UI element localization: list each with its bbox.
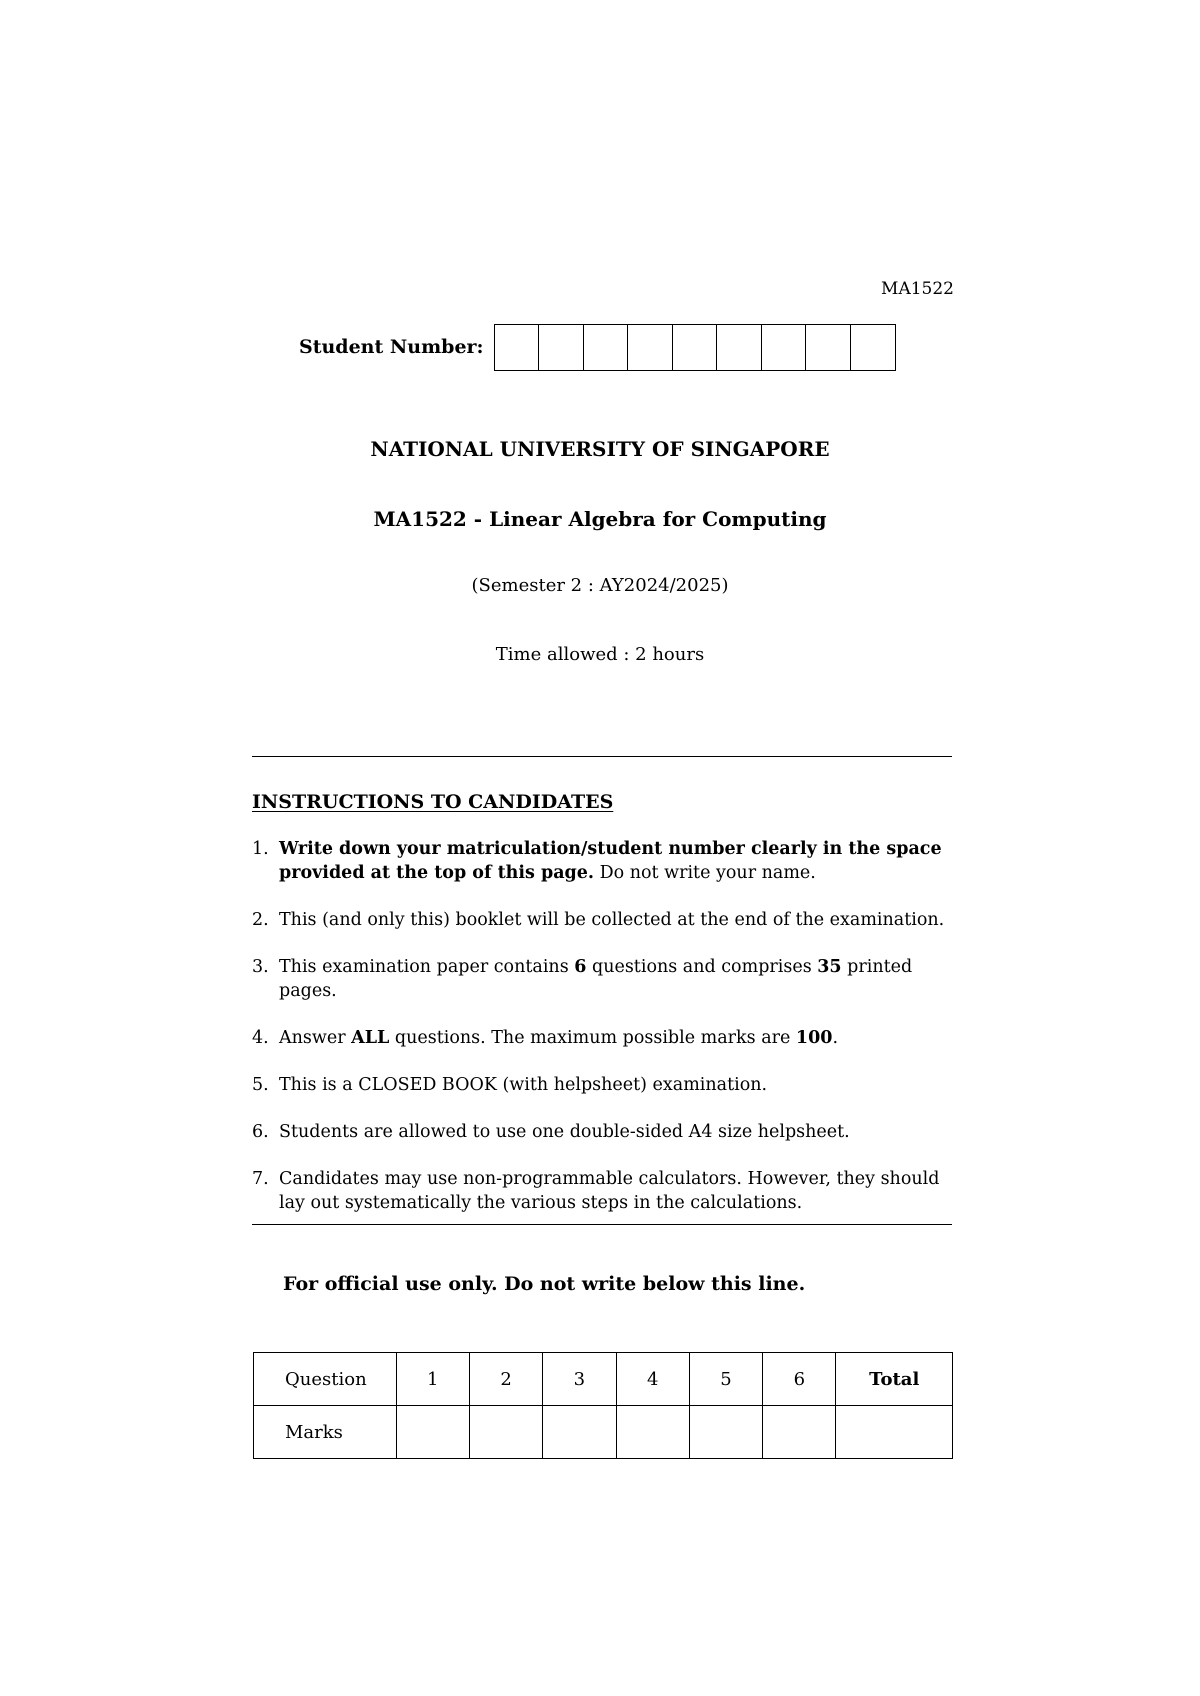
instruction-text: Students are allowed to use one double-sided A4 size helpsheet.: [279, 1122, 850, 1142]
instruction-item: [252, 1073, 954, 1097]
student-number-box[interactable]: [717, 325, 762, 370]
marks-table: [253, 1352, 953, 1459]
instruction-number: 6.: [252, 1122, 269, 1142]
question-number-cell: 4: [616, 1353, 689, 1406]
instruction-text-part: .: [832, 1028, 839, 1048]
instruction-text-part: printed pages.: [279, 957, 913, 1001]
instruction-text: [279, 837, 954, 885]
student-number-box[interactable]: [673, 325, 718, 370]
table-row: [254, 1406, 953, 1459]
instruction-text-part: questions. The maximum possible marks are: [389, 1028, 796, 1048]
student-number-box[interactable]: [584, 325, 629, 370]
time-allowed: Time allowed : 2 hours: [495, 644, 705, 665]
student-number-label: Student Number:: [299, 336, 484, 358]
total-header-cell: Total: [836, 1353, 953, 1406]
instruction-item: [252, 955, 954, 1003]
official-use-note: For official use only. Do not write below this line.: [283, 1273, 806, 1295]
instruction-item: [252, 1120, 954, 1144]
instruction-text-part: Answer: [279, 1028, 352, 1048]
instruction-text-part: This examination paper contains: [279, 957, 575, 977]
marks-row-label: Marks: [254, 1406, 397, 1459]
instruction-item: [252, 837, 954, 885]
instruction-number: 1.: [252, 839, 269, 859]
instruction-number: 4.: [252, 1028, 269, 1048]
student-number-row: [299, 323, 896, 371]
instructions-list: [252, 837, 954, 1238]
instruction-item: [252, 908, 954, 932]
instruction-text: [279, 1026, 954, 1050]
instruction-text-part: questions and comprises: [586, 957, 818, 977]
course-code: MA1522: [881, 279, 954, 299]
student-number-box[interactable]: [495, 325, 540, 370]
instruction-number: 5.: [252, 1075, 269, 1095]
marks-cell: [543, 1406, 616, 1459]
marks-cell: [396, 1406, 469, 1459]
instruction-bold-text: 35: [817, 957, 842, 977]
instruction-bold-text: Write down your matriculation/student number clearly in the space provided at the top of this page.: [279, 839, 942, 883]
marks-cell: [689, 1406, 762, 1459]
instruction-text: Candidates may use non-programmable calculators. However, they should lay out systematically the various steps in the calculations.: [279, 1169, 940, 1213]
student-number-box[interactable]: [539, 325, 584, 370]
table-row: [254, 1353, 953, 1406]
instruction-item: [252, 1026, 954, 1050]
divider-bottom: [252, 1224, 952, 1225]
student-number-box[interactable]: [762, 325, 807, 370]
question-number-cell: 2: [469, 1353, 542, 1406]
module-title: MA1522 - Linear Algebra for Computing: [373, 507, 827, 531]
instruction-bold-text: ALL: [351, 1028, 390, 1048]
instruction-rest-text: Do not write your name.: [594, 863, 816, 883]
divider-top: [252, 756, 952, 757]
question-row-label: Question: [254, 1353, 397, 1406]
instruction-text: This is a CLOSED BOOK (with helpsheet) examination.: [279, 1075, 768, 1095]
student-number-box[interactable]: [628, 325, 673, 370]
instruction-bold-text: 6: [574, 957, 587, 977]
question-number-cell: 3: [543, 1353, 616, 1406]
marks-cell: [616, 1406, 689, 1459]
question-number-cell: 1: [396, 1353, 469, 1406]
student-number-box[interactable]: [851, 325, 896, 370]
instruction-number: 2.: [252, 910, 269, 930]
marks-cell: [469, 1406, 542, 1459]
marks-total-cell: [836, 1406, 953, 1459]
instruction-item: [252, 1167, 954, 1215]
instruction-text: [279, 955, 954, 1003]
student-number-boxes[interactable]: [494, 324, 897, 371]
marks-cell: [763, 1406, 836, 1459]
instruction-number: 7.: [252, 1169, 269, 1189]
semester-info: (Semester 2 : AY2024/2025): [471, 575, 729, 596]
question-number-cell: 6: [763, 1353, 836, 1406]
instruction-number: 3.: [252, 957, 269, 977]
university-name: NATIONAL UNIVERSITY OF SINGAPORE: [370, 437, 830, 461]
instructions-heading: INSTRUCTIONS TO CANDIDATES: [252, 791, 614, 813]
instruction-text: This (and only this) booklet will be collected at the end of the examination.: [279, 910, 945, 930]
student-number-box[interactable]: [806, 325, 851, 370]
instruction-bold-text: 100: [795, 1028, 833, 1048]
question-number-cell: 5: [689, 1353, 762, 1406]
